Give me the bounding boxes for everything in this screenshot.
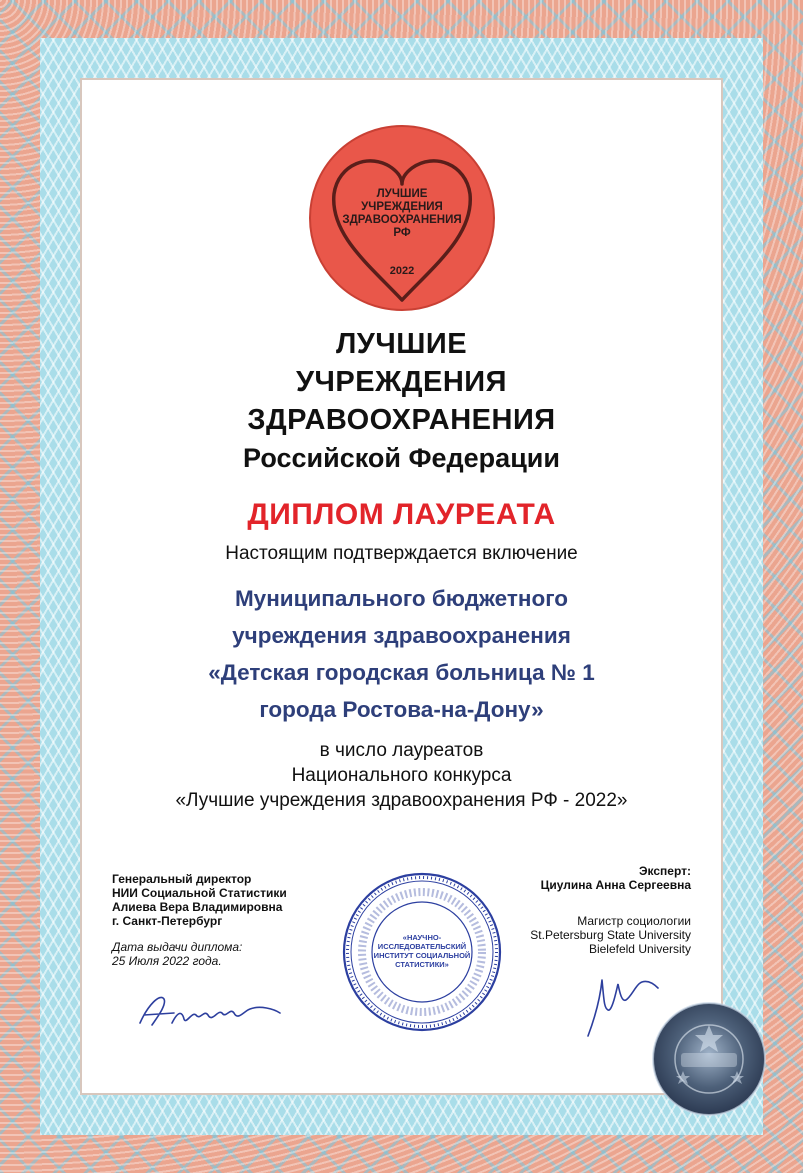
org-line: учреждения здравоохранения — [232, 623, 571, 648]
emblem-line: УЧРЕЖДЕНИЯ — [361, 201, 443, 213]
right-signatory — [451, 864, 691, 956]
certificate-sheet — [82, 80, 721, 1093]
signatory-city: г. Санкт-Петербург — [112, 914, 223, 928]
emblem-year: 2022 — [389, 265, 415, 277]
confirmation-text: Настоящим подтверждается включение — [225, 543, 578, 564]
org-line: Муниципального бюджетного — [234, 586, 569, 611]
laureates-line: Национального конкурса — [291, 765, 512, 786]
expert-university: St.Petersburg State University — [530, 928, 691, 942]
expert-degree: Магистр социологии — [577, 914, 691, 928]
seal-line: СТАТИСТИКИ» — [395, 960, 449, 969]
hologram-sticker — [651, 1001, 767, 1117]
org-line: «Детская городская больница № 1 — [208, 660, 595, 685]
certificate-title — [82, 325, 721, 477]
title-line: ЗДРАВООХРАНЕНИЯ — [247, 404, 556, 436]
signatory-role: Генеральный директор — [112, 872, 252, 886]
expert-name: Циулина Анна Сергеевна — [540, 878, 691, 892]
title-line: ЛУЧШИЕ — [335, 328, 468, 360]
organization-name — [82, 580, 721, 728]
expert-signature-icon — [582, 950, 662, 1040]
emblem-line: ЗДРАВООХРАНЕНИЯ — [342, 214, 462, 226]
org-line: города Ростова-на-Дону» — [259, 697, 544, 722]
signatory-name: Алиева Вера Владимировна — [112, 900, 283, 914]
diploma-heading: ДИПЛОМ ЛАУРЕАТА — [247, 498, 556, 531]
issue-date-value: 25 Июля 2022 года. — [112, 954, 222, 968]
title-line: УЧРЕЖДЕНИЯ — [296, 366, 507, 398]
laureates-text — [82, 738, 721, 813]
hologram-sticker-icon — [651, 1001, 767, 1117]
left-signatory — [112, 872, 352, 968]
seal-line: «НАУЧНО-ИССЛЕДОВАТЕЛЬСКИЙ — [377, 933, 467, 951]
emblem-line: РФ — [393, 227, 411, 239]
laureates-line: в число лауреатов — [319, 740, 484, 761]
issue-date-label: Дата выдачи диплома: — [112, 940, 243, 954]
emblem-line: ЛУЧШИЕ — [376, 188, 428, 200]
signatory-institute: НИИ Социальной Статистики — [112, 886, 287, 900]
director-signature-icon — [134, 985, 284, 1035]
emblem-text — [308, 188, 496, 240]
seal-line: ИНСТИТУТ СОЦИАЛЬНОЙ — [373, 951, 471, 960]
expert-role: Эксперт: — [638, 864, 691, 878]
contest-emblem — [308, 124, 496, 312]
laureates-line: «Лучшие учреждения здравоохранения РФ - 2022» — [175, 790, 628, 811]
title-subline: Российской Федерации — [243, 443, 560, 473]
expert-university: Bielefeld University — [588, 942, 691, 956]
